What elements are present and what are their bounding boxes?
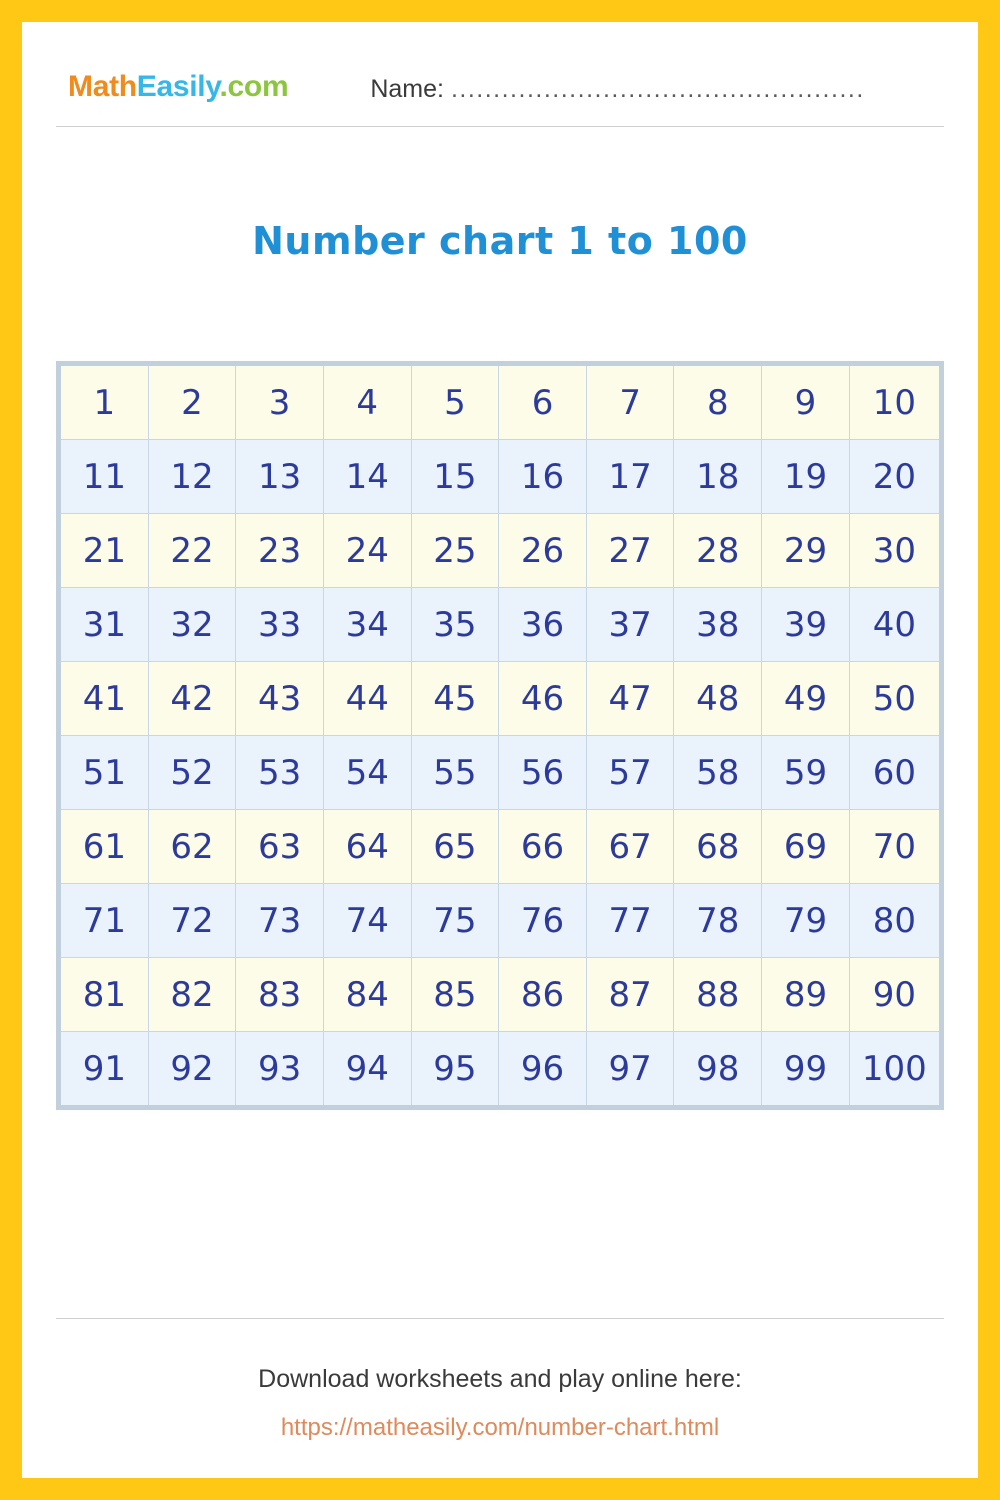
number-cell: 66 <box>499 810 587 884</box>
number-cell: 46 <box>499 662 587 736</box>
number-cell: 4 <box>323 364 411 440</box>
name-label: Name: <box>370 75 444 103</box>
name-blank-line: ................................................. <box>450 75 865 103</box>
number-cell: 64 <box>323 810 411 884</box>
number-cell: 62 <box>148 810 236 884</box>
number-cell: 97 <box>586 1032 674 1108</box>
number-cell: 16 <box>499 440 587 514</box>
page-header <box>56 22 944 127</box>
number-cell: 94 <box>323 1032 411 1108</box>
number-cell: 79 <box>762 884 850 958</box>
number-cell: 1 <box>59 364 149 440</box>
number-cell: 44 <box>323 662 411 736</box>
number-cell: 29 <box>762 514 850 588</box>
name-field[interactable] <box>370 75 864 104</box>
number-cell: 34 <box>323 588 411 662</box>
number-cell: 35 <box>411 588 499 662</box>
number-cell: 27 <box>586 514 674 588</box>
table-row <box>59 662 942 736</box>
number-cell: 12 <box>148 440 236 514</box>
number-cell: 14 <box>323 440 411 514</box>
number-cell: 2 <box>148 364 236 440</box>
number-cell: 6 <box>499 364 587 440</box>
number-cell: 40 <box>849 588 941 662</box>
number-cell: 13 <box>236 440 324 514</box>
number-cell: 74 <box>323 884 411 958</box>
number-cell: 72 <box>148 884 236 958</box>
number-cell: 38 <box>674 588 762 662</box>
number-cell: 9 <box>762 364 850 440</box>
number-cell: 85 <box>411 958 499 1032</box>
number-cell: 59 <box>762 736 850 810</box>
footer-divider <box>56 1318 944 1319</box>
number-cell: 19 <box>762 440 850 514</box>
number-cell: 26 <box>499 514 587 588</box>
number-cell: 61 <box>59 810 149 884</box>
table-row <box>59 364 942 440</box>
number-cell: 92 <box>148 1032 236 1108</box>
number-cell: 69 <box>762 810 850 884</box>
number-cell: 45 <box>411 662 499 736</box>
table-row <box>59 884 942 958</box>
number-cell: 11 <box>59 440 149 514</box>
number-cell: 88 <box>674 958 762 1032</box>
number-cell: 98 <box>674 1032 762 1108</box>
number-cell: 95 <box>411 1032 499 1108</box>
number-cell: 18 <box>674 440 762 514</box>
number-cell: 99 <box>762 1032 850 1108</box>
number-cell: 77 <box>586 884 674 958</box>
number-cell: 87 <box>586 958 674 1032</box>
number-cell: 58 <box>674 736 762 810</box>
table-row <box>59 588 942 662</box>
table-row <box>59 958 942 1032</box>
number-chart-table <box>56 361 944 1110</box>
number-cell: 80 <box>849 884 941 958</box>
number-cell: 81 <box>59 958 149 1032</box>
number-cell: 49 <box>762 662 850 736</box>
number-cell: 23 <box>236 514 324 588</box>
number-cell: 96 <box>499 1032 587 1108</box>
number-cell: 33 <box>236 588 324 662</box>
number-cell: 73 <box>236 884 324 958</box>
footer-text: Download worksheets and play online here: <box>258 1365 742 1393</box>
number-cell: 30 <box>849 514 941 588</box>
number-cell: 67 <box>586 810 674 884</box>
number-cell: 47 <box>586 662 674 736</box>
table-row <box>59 440 942 514</box>
table-row <box>59 810 942 884</box>
number-cell: 65 <box>411 810 499 884</box>
number-cell: 28 <box>674 514 762 588</box>
number-cell: 56 <box>499 736 587 810</box>
number-cell: 50 <box>849 662 941 736</box>
number-cell: 76 <box>499 884 587 958</box>
table-row <box>59 736 942 810</box>
number-cell: 63 <box>236 810 324 884</box>
number-cell: 53 <box>236 736 324 810</box>
number-cell: 93 <box>236 1032 324 1108</box>
number-cell: 10 <box>849 364 941 440</box>
number-cell: 21 <box>59 514 149 588</box>
worksheet-content <box>22 22 978 1478</box>
number-cell: 43 <box>236 662 324 736</box>
number-cell: 8 <box>674 364 762 440</box>
number-cell: 70 <box>849 810 941 884</box>
number-cell: 55 <box>411 736 499 810</box>
number-cell: 83 <box>236 958 324 1032</box>
number-cell: 25 <box>411 514 499 588</box>
number-cell: 86 <box>499 958 587 1032</box>
number-cell: 22 <box>148 514 236 588</box>
number-cell: 32 <box>148 588 236 662</box>
site-logo <box>68 70 288 104</box>
number-cell: 71 <box>59 884 149 958</box>
table-row <box>59 1032 942 1108</box>
page-title: Number chart 1 to 100 <box>252 219 748 263</box>
number-cell: 37 <box>586 588 674 662</box>
number-cell: 89 <box>762 958 850 1032</box>
number-cell: 20 <box>849 440 941 514</box>
number-cell: 68 <box>674 810 762 884</box>
number-cell: 5 <box>411 364 499 440</box>
number-cell: 84 <box>323 958 411 1032</box>
number-cell: 48 <box>674 662 762 736</box>
number-cell: 41 <box>59 662 149 736</box>
logo-text-easily: Easily <box>136 70 220 103</box>
number-chart-container <box>56 361 944 1110</box>
footer-link[interactable]: https://matheasily.com/number-chart.html <box>280 1414 720 1441</box>
number-cell: 42 <box>148 662 236 736</box>
number-cell: 3 <box>236 364 324 440</box>
number-cell: 31 <box>59 588 149 662</box>
number-cell: 91 <box>59 1032 149 1108</box>
number-cell: 90 <box>849 958 941 1032</box>
number-cell: 57 <box>586 736 674 810</box>
number-cell: 17 <box>586 440 674 514</box>
number-cell: 39 <box>762 588 850 662</box>
number-cell: 82 <box>148 958 236 1032</box>
number-cell: 36 <box>499 588 587 662</box>
number-cell: 24 <box>323 514 411 588</box>
number-cell: 54 <box>323 736 411 810</box>
number-cell: 75 <box>411 884 499 958</box>
number-cell: 15 <box>411 440 499 514</box>
number-cell: 60 <box>849 736 941 810</box>
table-row <box>59 514 942 588</box>
number-cell: 7 <box>586 364 674 440</box>
number-cell: 78 <box>674 884 762 958</box>
number-cell: 52 <box>148 736 236 810</box>
number-cell: 100 <box>849 1032 941 1108</box>
logo-text-math: Math <box>68 70 137 103</box>
logo-text-domain: .com <box>219 70 289 103</box>
page-footer <box>56 1318 944 1442</box>
number-cell: 51 <box>59 736 149 810</box>
